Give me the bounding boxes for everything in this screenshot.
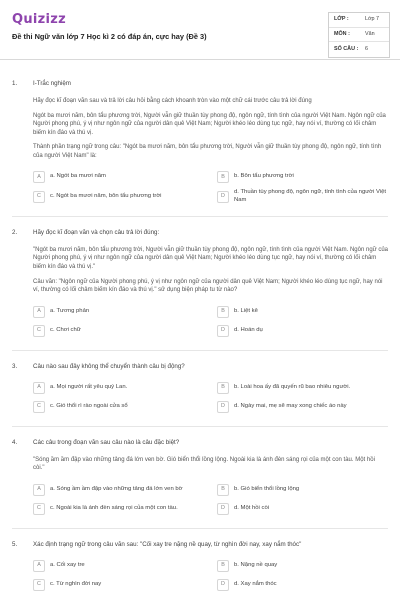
question-number: 1. (12, 80, 18, 87)
question-paragraph: Hãy đọc kĩ đoạn văn sau và trả lời câu hỏi bằng cách khoanh tròn vào một chữ cái trước câu trả lời đúng (33, 98, 312, 105)
question-title: Câu nào sau đây không thể chuyển thành câu bị động? (33, 362, 185, 370)
option-text: a. Mọi người rất yêu quý Lan. (50, 383, 128, 390)
question-paragraph: "Ngót ba mươi năm, bôn tẩu phương trời, Người vẫn giữ thuần tùy phong độ, ngôn ngữ, tính tình của người Việt Nam. Ngôn ngữ của Người phong phú, ý vị như ngôn ngữ của người dân quê Việt Nam; Người khéo léo dùng tục ngữ, hay nói ví, thường có lối châm biếm kín đáo và thú vị." (33, 246, 389, 270)
question-3 (0, 363, 400, 414)
answer-option[interactable] (217, 305, 400, 319)
answer-options (33, 170, 388, 204)
option-letter-badge: B (217, 484, 229, 496)
meta-key: LỚP : (334, 16, 349, 23)
answer-option[interactable] (217, 189, 400, 204)
answer-option[interactable] (33, 400, 217, 414)
option-text: b. Nặng nề quay (234, 562, 278, 569)
answer-option[interactable] (33, 305, 217, 319)
question-divider (12, 426, 388, 427)
option-text: b. Liệt kê (234, 307, 258, 314)
option-letter-badge: B (217, 171, 229, 183)
question-paragraph: Thành phần trạng ngữ trong câu: "Ngót ba mươi năm, bôn tẩu phương trời, Người vẫn giữ thuần tùy phong độ, ngôn ngữ, tính tình của người Việt Nam" là: (33, 144, 382, 159)
answer-option[interactable] (33, 578, 217, 592)
question-number: 3. (12, 362, 18, 370)
answer-options (33, 381, 388, 414)
option-letter-badge: C (33, 503, 45, 515)
option-text: a. Sóng ầm ầm đập vào những tảng đá lớn ven bờ (50, 486, 183, 493)
option-letter-badge: D (217, 325, 229, 337)
option-letter-badge: A (33, 382, 45, 394)
meta-value: Lớp 7 (365, 16, 380, 23)
answer-options (33, 305, 388, 338)
option-text: b. Gió biển thổi lồng lộng (234, 486, 300, 493)
answer-option[interactable] (33, 381, 217, 395)
question-title: Xác định trạng ngữ trong câu văn sau: "Cối xay tre nặng nề quay, từ nghìn đời nay, xay nắm thóc" (33, 540, 302, 548)
worksheet-title: Đề thi Ngữ văn lớp 7 Học kì 2 có đáp án, cực hay (Đề 3) (12, 32, 207, 41)
option-letter-badge: A (33, 560, 45, 572)
option-letter-badge: D (217, 503, 229, 515)
question-title: I-Trắc nghiệm (33, 80, 71, 87)
question-paragraph: Ngót ba mươi năm, bôn tẩu phương trời, Người vẫn giữ thuần tùy phong độ, ngôn ngữ, tính tình của người Việt Nam. Ngôn ngữ của Người phong phú, ý vị như ngôn ngữ của người dân quê Việt Nam; Người khéo léo dùng tục ngữ, hay nói ví, thường có lối châm biếm kín đáo và thú vị. (33, 112, 386, 136)
answer-option[interactable] (217, 324, 400, 338)
answer-options (33, 483, 388, 516)
question-1 (0, 80, 400, 204)
option-letter-badge: B (217, 382, 229, 394)
answer-option[interactable] (217, 578, 400, 592)
question-divider (12, 528, 388, 529)
answer-option[interactable] (217, 483, 400, 497)
meta-value: 6 (365, 45, 368, 52)
answer-option[interactable] (33, 559, 217, 573)
option-text: b. Loài hoa ấy đã quyến rũ bao nhiêu người. (234, 383, 351, 390)
option-letter-badge: D (217, 579, 229, 591)
answer-option[interactable] (33, 483, 217, 497)
option-letter-badge: A (33, 306, 45, 318)
answer-option[interactable] (217, 381, 400, 395)
option-text: c. Ngót ba mươi năm, bôn tẩu phương trời (50, 192, 162, 199)
quizizz-logo: Quizizz (12, 12, 67, 27)
answer-options (33, 559, 388, 592)
option-text: d. Xay nắm thóc (234, 581, 277, 588)
option-text: d. Ngày mai, mẹ sẽ may xong chiếc áo này (234, 402, 347, 409)
worksheet-header (0, 0, 400, 60)
option-letter-badge: A (33, 171, 45, 183)
question-number: 5. (12, 540, 18, 548)
question-2 (0, 229, 400, 338)
option-text: b. Bôn tẩu phương trời (234, 173, 294, 180)
option-letter-badge: D (217, 191, 229, 203)
option-text: a. Ngót ba mươi năm (50, 173, 106, 180)
option-text: a. Cối xay tre (50, 562, 85, 569)
option-letter-badge: C (33, 191, 45, 203)
question-divider (12, 216, 388, 217)
question-title: Hãy đọc kĩ đoạn văn và chọn câu trả lời đúng: (33, 228, 160, 236)
question-5 (0, 541, 400, 592)
question-list (0, 68, 400, 592)
question-number: 2. (12, 228, 18, 236)
answer-option[interactable] (33, 189, 217, 204)
answer-option[interactable] (33, 324, 217, 338)
option-text: d. Thuần tùy phong độ, ngôn ngữ, tính tình của người Việt Nam (234, 189, 387, 203)
worksheet-meta-box (328, 12, 390, 58)
answer-option[interactable] (33, 170, 217, 184)
answer-option[interactable] (217, 502, 400, 516)
answer-option[interactable] (217, 400, 400, 414)
option-letter-badge: B (217, 306, 229, 318)
option-letter-badge: C (33, 325, 45, 337)
question-title: Các câu trong đoạn văn sau câu nào là câu đặc biệt? (33, 438, 180, 446)
meta-row-grade (329, 13, 389, 28)
option-letter-badge: A (33, 484, 45, 496)
answer-option[interactable] (217, 170, 400, 184)
meta-row-question-count (329, 42, 389, 57)
answer-option[interactable] (217, 559, 400, 573)
question-paragraph: Câu văn: "Ngôn ngữ của Người phong phú, ý vị như ngôn ngữ của người dân quê Việt Nam; Người khéo léo dùng tục ngữ, hay nói ví, thường có lối châm biếm kín đáo và thú vị." sử dụng biện pháp tu từ nào? (33, 278, 383, 294)
question-number: 4. (12, 438, 18, 446)
option-text: c. Gió thổi rì rào ngoài cửa sổ (50, 402, 128, 409)
option-text: c. Ngoài kia là ánh đèn sáng rọi của một con tàu. (50, 505, 178, 512)
meta-key: MÔN : (334, 30, 350, 37)
answer-option[interactable] (33, 502, 217, 516)
option-letter-badge: C (33, 579, 45, 591)
option-text: a. Tương phản (50, 307, 90, 314)
question-divider (12, 350, 388, 351)
meta-key: SỐ CÂU : (334, 45, 359, 52)
option-letter-badge: D (217, 401, 229, 413)
meta-row-subject (329, 28, 389, 43)
option-text: c. Từ nghìn đời nay (50, 581, 102, 588)
option-letter-badge: B (217, 560, 229, 572)
question-4 (0, 439, 400, 516)
meta-value: Văn (365, 30, 375, 37)
option-text: c. Chơi chữ (50, 326, 81, 333)
question-paragraph: "Sóng ầm ầm đập vào những tảng đá lớn ven bờ. Gió biển thổi lồng lộng. Ngoài kia là ánh đèn sáng rọi của một con tàu. Một hồi còi." (33, 456, 375, 472)
option-letter-badge: C (33, 401, 45, 413)
option-text: d. Một hồi còi (234, 505, 270, 512)
option-text: d. Hoán dụ (234, 326, 263, 333)
